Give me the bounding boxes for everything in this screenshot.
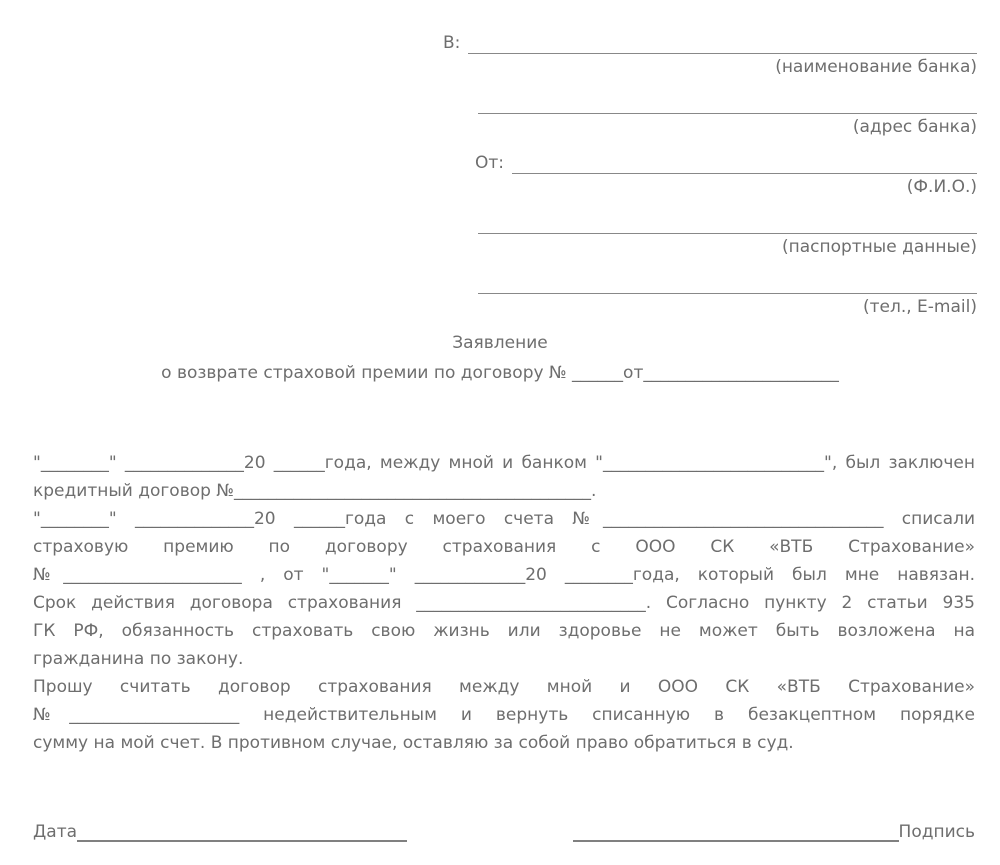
fio-caption: (Ф.И.О.) — [906, 177, 977, 197]
body-line: Срок действия договора страхования ___________________________. Согласно пункту 2 статьи 935 — [33, 593, 975, 613]
to-label: В: — [443, 33, 461, 53]
date-label: Дата — [33, 822, 78, 842]
body-line: кредитный договор №__________________________________________. — [33, 481, 597, 501]
contact-blank-line — [478, 263, 977, 294]
body-line: "________" ______________20 ______года с моего счета №_________________________________ списали — [33, 509, 975, 529]
date-signature-row — [33, 820, 975, 842]
body-line: сумму на мой счет. В противном случае, оставляю за собой право обратиться в суд. — [33, 733, 794, 753]
document-body — [33, 449, 975, 757]
body-line: №____________________ недействительным и вернуть списанную в безакцептном порядке — [33, 705, 975, 725]
body-line: гражданина по закону. — [33, 649, 244, 669]
passport-field — [443, 204, 977, 234]
title-line-2: о возврате страховой премии по договору № ______от_______________________ — [161, 363, 839, 383]
body-line: страховую премию по договору страхования с ООО СК «ВТБ Страхование» — [33, 537, 975, 557]
date-blank-line — [77, 820, 407, 842]
signature-label: Подпись — [898, 822, 975, 842]
document-title — [0, 328, 1000, 388]
body-line: ГК РФ, обязанность страховать свою жизнь или здоровье не может быть возложена на — [33, 621, 975, 641]
bank-address-caption: (адрес банка) — [852, 117, 977, 137]
body-line: Прошу считать договор страхования между мной и ООО СК «ВТБ Страхование» — [33, 677, 975, 697]
recipient-block — [443, 24, 977, 324]
contact-caption: (тел., E-mail) — [862, 297, 977, 317]
applicant-name-blank-line — [512, 143, 977, 174]
passport-blank-line — [478, 203, 977, 234]
signature-field — [573, 820, 975, 842]
from-label: От: — [475, 153, 505, 173]
body-line: "________" ______________20 ______года, между мной и банком "__________________________", был заключен — [33, 453, 975, 473]
title-line-1: Заявление — [452, 333, 548, 353]
passport-caption: (паспортные данные) — [781, 237, 977, 257]
body-line: №_____________________ , от "_______" _____________20 ________года, который был мне навязан. — [33, 565, 975, 585]
signature-blank-line — [573, 820, 899, 842]
date-field — [33, 820, 407, 842]
bank-address-blank-line — [478, 83, 977, 114]
bank-address-field — [443, 84, 977, 114]
contact-field — [443, 264, 977, 294]
bank-name-caption: (наименование банка) — [775, 57, 977, 77]
bank-name-blank-line — [468, 23, 977, 54]
bank-name-field — [443, 24, 977, 54]
applicant-name-field — [443, 144, 977, 174]
